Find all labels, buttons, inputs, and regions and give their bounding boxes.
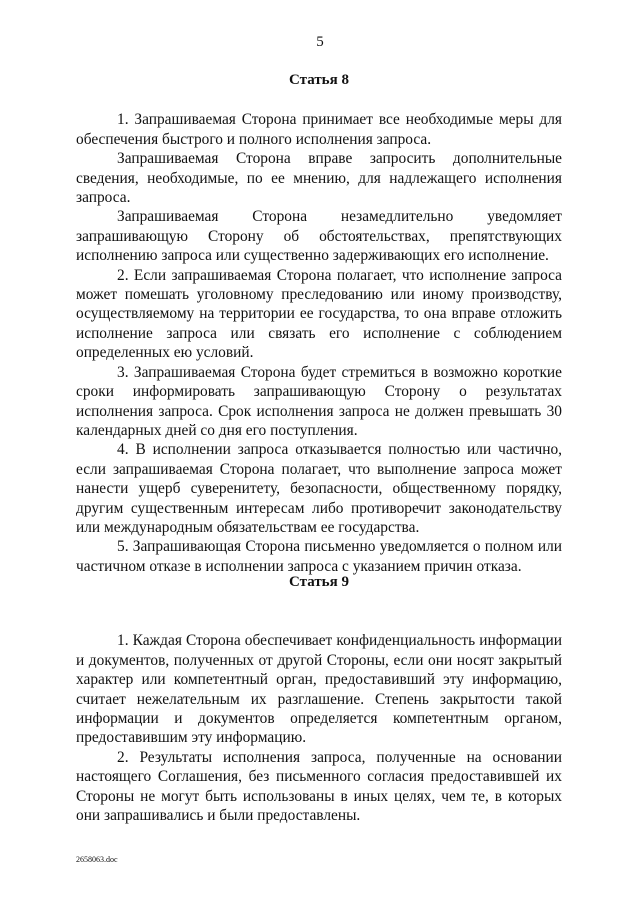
paragraph: 2. Если запрашиваемая Сторона полагает, что исполнение запроса может помешать уголовному преследованию или иному производству, осуществляемому на территории ее государства, то она вправе отложить исполнение запроса или связать его исполнение с соблюдением определенных ею условий. bbox=[76, 266, 562, 362]
article-8 bbox=[76, 71, 562, 576]
article-title: Статья 8 bbox=[289, 72, 349, 88]
document-id-footer: 2658063.doc bbox=[76, 855, 118, 864]
paragraph: Запрашиваемая Сторона вправе запросить дополнительные сведения, необходимые, по ее мнению, для надлежащего исполнения запроса. bbox=[76, 150, 562, 207]
paragraph: 4. В исполнении запроса отказывается полностью или частично, если запрашиваемая Сторона полагает, что выполнение запроса может нанести ущерб суверенитету, безопасности, общественному порядку, другим существенным интересам либо противоречит законодательству или международным обязательствам ее государства. bbox=[76, 441, 562, 536]
article-title: Статья 9 bbox=[289, 574, 349, 590]
article-9 bbox=[76, 573, 562, 825]
paragraph: 1. Запрашиваемая Сторона принимает все необходимые меры для обеспечения быстрого и полного исполнения запроса. bbox=[76, 111, 562, 148]
paragraph: Запрашиваемая Сторона незамедлительно уведомляет запрашивающую Сторону об обстоятельствах, препятствующих исполнению запроса или существенно задерживающих его исполнение. bbox=[76, 208, 562, 265]
paragraph: 5. Запрашивающая Сторона письменно уведомляется о полном или частичном отказе в исполнении запроса с указанием причин отказа. bbox=[76, 538, 562, 575]
paragraph: 2. Результаты исполнения запроса, полученные на основании настоящего Соглашения, без письменного согласия предоставившей их Стороны не могут быть использованы в иных целях, чем те, в которых они запрашивались и были предоставлены. bbox=[76, 748, 562, 825]
paragraph: 1. Каждая Сторона обеспечивает конфиденциальность информации и документов, полученных от другой Стороны, если они носят закрытый характер или компетентный орган, предоставивший эту информацию, считает нежелательным их разглашение. Степень закрытости такой информации и документов определяется компетентным органом, предоставившим эту информацию. bbox=[76, 632, 562, 747]
page-number: 5 bbox=[316, 34, 324, 50]
paragraph: 3. Запрашиваемая Сторона будет стремиться в возможно короткие сроки информировать запрашивающую Сторону о результатах исполнения запроса. Срок исполнения запроса не должен превышать 30 календарных дней со дня его поступления. bbox=[76, 363, 562, 439]
